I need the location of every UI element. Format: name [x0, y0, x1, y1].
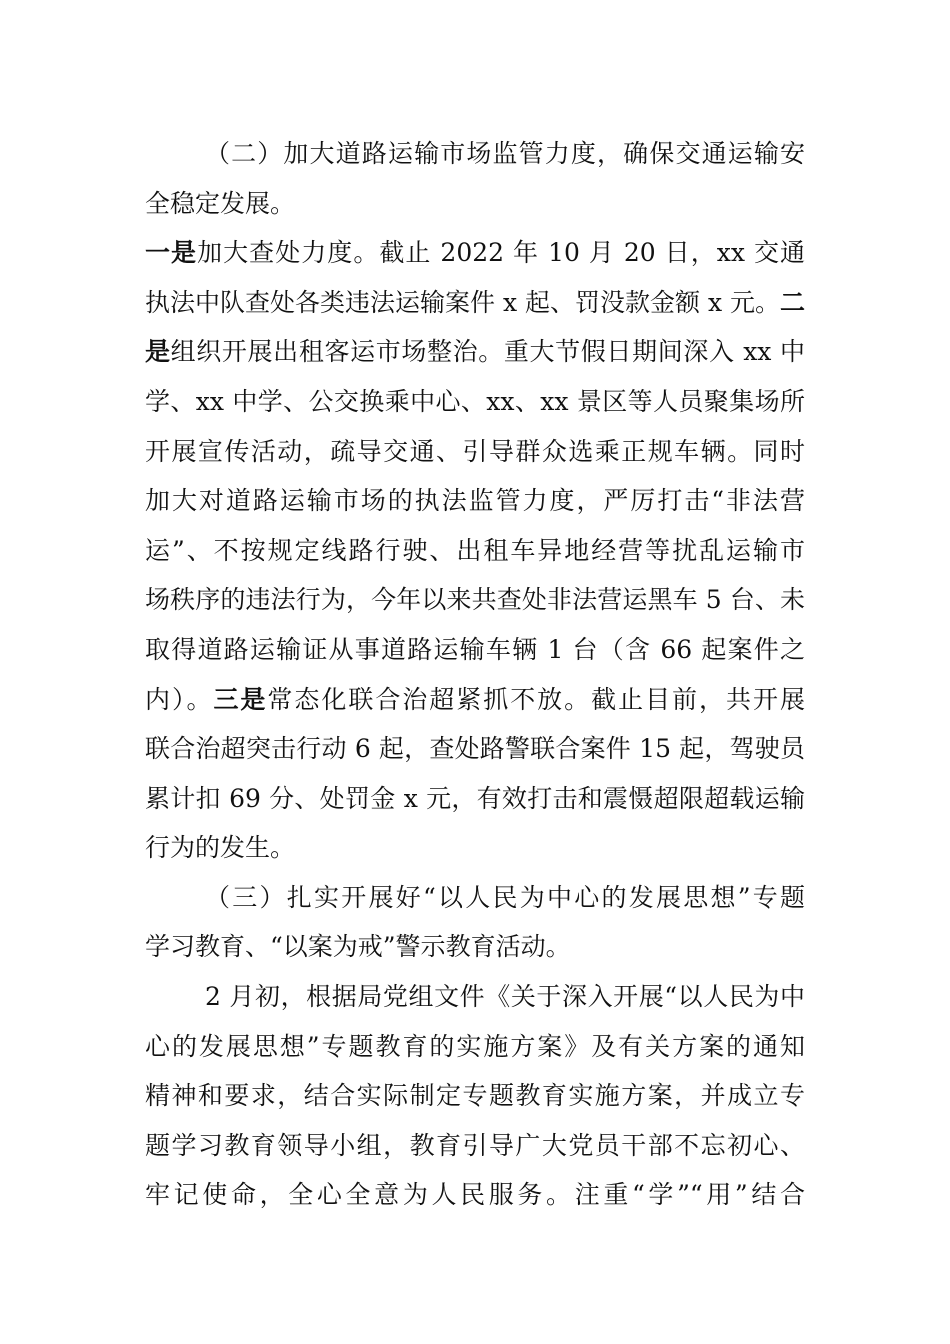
- text-line: 精神和要求，结合实际制定专题教育实施方案，并成立专: [145, 1081, 805, 1110]
- paragraph-line: [145, 680, 805, 720]
- text-line: 学习教育、“以案为戒”警示教育活动。: [145, 932, 571, 961]
- text-line: （三）扎实开展好“以人民为中心的发展思想”专题: [205, 883, 805, 912]
- heading-2-cont: [145, 184, 805, 224]
- text-line: 全稳定发展。: [145, 189, 296, 218]
- bold-lead: 一是: [145, 238, 198, 267]
- paragraph-line: [145, 580, 805, 620]
- paragraph-line: [145, 779, 805, 819]
- text-line: 题学习教育领导小组，教育引导广大党员干部不忘初心、: [145, 1131, 805, 1160]
- bold-lead: 是: [145, 337, 171, 366]
- text-line: 联合治超突击行动 6 起，查处路警联合案件 15 起，驾驶员: [145, 734, 805, 763]
- heading-3-cont: [145, 927, 805, 967]
- paragraph-line: [145, 332, 805, 372]
- paragraph-line: [145, 481, 805, 521]
- heading-2: [205, 134, 805, 174]
- bold-lead: 三是: [213, 685, 268, 714]
- paragraph-line: [145, 1175, 805, 1215]
- paragraph-line: [145, 1126, 805, 1166]
- text-line: 运”、不按规定线路行驶、出租车异地经营等扰乱运输市: [145, 536, 805, 565]
- paragraph-line: [205, 977, 805, 1017]
- paragraph-line: [145, 382, 805, 422]
- text-line: 场秩序的违法行为，今年以来共查处非法营运黑车 5 台、未: [145, 585, 805, 614]
- heading-3: [205, 878, 805, 918]
- paragraph-line: [145, 283, 805, 323]
- text-line: 加大查处力度。截止 2022 年 10 月 20 日，xx 交通: [197, 238, 805, 267]
- text-line: 执法中队查处各类违法运输案件 x 起、罚没款金额 x 元。: [145, 288, 780, 317]
- text-line: 开展宣传活动，疏导交通、引导群众选乘正规车辆。同时: [145, 437, 805, 466]
- paragraph-line: [145, 1027, 805, 1067]
- paragraph-line: [145, 729, 805, 769]
- text-line: 2 月初，根据局党组文件《关于深入开展“以人民为中: [205, 982, 805, 1011]
- text-line: （二）加大道路运输市场监管力度，确保交通运输安: [205, 139, 805, 168]
- paragraph-line: [145, 432, 805, 472]
- text-line: 常态化联合治超紧抓不放。截止目前，共开展: [267, 685, 805, 714]
- paragraph-line: [145, 233, 805, 273]
- text-line: 心的发展思想”专题教育的实施方案》及有关方案的通知: [145, 1032, 805, 1061]
- paragraph-line: [145, 1076, 805, 1116]
- text-line: 取得道路运输证从事道路运输车辆 1 台（含 66 起案件之: [145, 635, 805, 664]
- bold-lead: 二: [780, 288, 806, 317]
- text-line: 累计扣 69 分、处罚金 x 元，有效打击和震慑超限超载运输: [145, 784, 805, 813]
- paragraph-line: [145, 531, 805, 571]
- text-line: 加大对道路运输市场的执法监管力度，严厉打击“非法营: [145, 486, 805, 515]
- text-line: 牢记使命，全心全意为人民服务。注重“学”“用”结合: [145, 1180, 805, 1209]
- text-line: 组织开展出租客运市场整治。重大节假日期间深入 xx 中: [170, 337, 805, 366]
- text-line: 学、xx 中学、公交换乘中心、xx、xx 景区等人员聚集场所: [145, 387, 805, 416]
- text-line: 内）。: [145, 685, 214, 714]
- paragraph-line: [145, 828, 805, 868]
- text-line: 行为的发生。: [145, 833, 296, 862]
- paragraph-line: [145, 630, 805, 670]
